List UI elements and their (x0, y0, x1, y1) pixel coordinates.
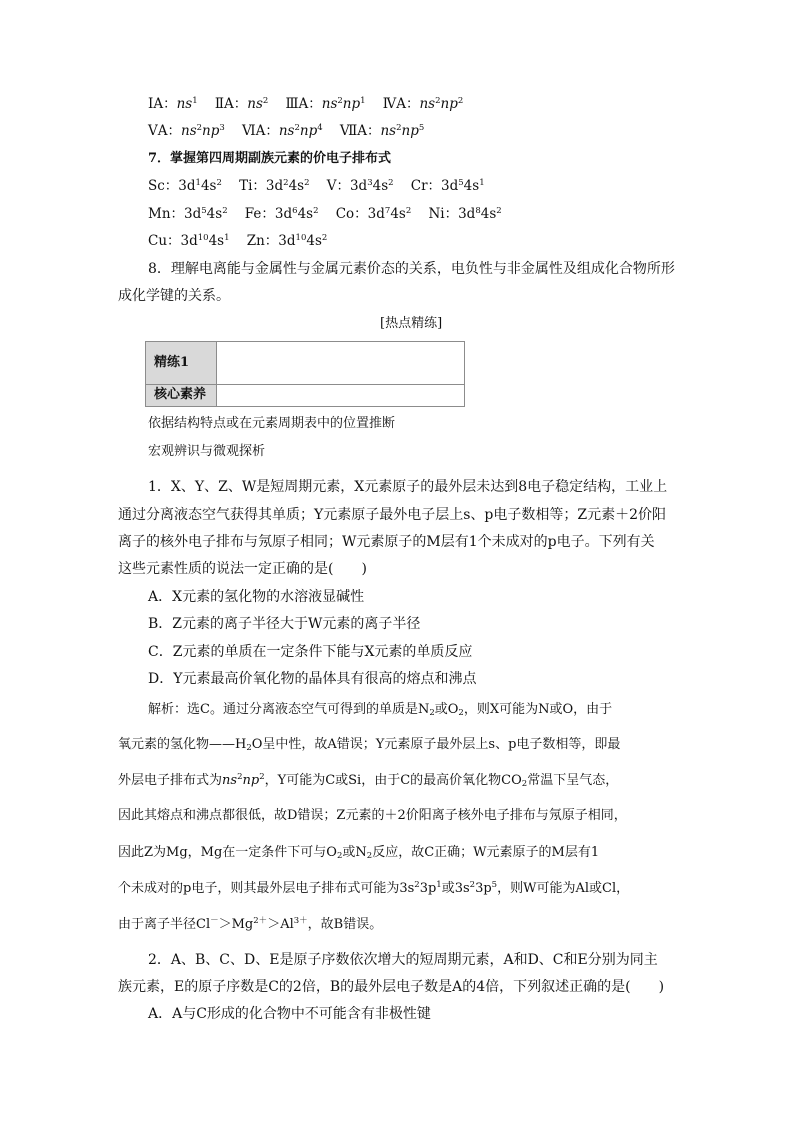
topic-text: 依据结构特点或在元素周期表中的位置推断 (148, 416, 396, 431)
analysis-line-4: 因此其熔点和沸点都很低，故D错误；Z元素的＋2价阳离子核外电子排布与氖原子相同， (118, 808, 627, 823)
main-group-config-line-2: ⅤA：$ns^2np^3$ ⅥA：$ns^2np^4$ ⅦA：$ns^2np^5$ (148, 123, 425, 139)
transition-config-line-3: Cu：$3d^{10}4s^1$ Zn：$3d^{10}4s^2$ (148, 233, 328, 249)
item8-text-line-1: 8．理解电离能与金属性与金属元素价态的关系，电负性与非金属性及组成化合物所形 (148, 261, 675, 277)
q1-stem-line-2: 通过分离液态空气获得其单质；Y元素原子最外电子层上s、p电子数相等；Z元素＋2价阳 (118, 507, 667, 523)
transition-config-line-1: Sc：$3d^14s^2$ Ti：$3d^24s^2$ V：$3d^34s^2$ Cr：$3d^54s^1$ (148, 178, 485, 194)
practice-label: 精练1 (154, 355, 190, 370)
analysis-line-6: 个未成对的p电子，则其最外层电子排布式可能为$3s^23p^1$或$3s^23p^5$，则W可能为Al或Cl， (118, 880, 630, 896)
q1-option-b: B．Z元素的离子半径大于W元素的离子半径 (148, 616, 421, 632)
box-column-divider (216, 342, 217, 406)
item7-heading: 7．掌握第四周期副族元素的价电子排布式 (148, 151, 392, 166)
q1-option-a: A．X元素的氢化物的水溶液显碱性 (148, 589, 365, 605)
analysis-line-5: 因此Z为Mg，Mg在一定条件下可与$O_2$或$N_2$反应，故C正确；W元素原子的M层有1 (118, 845, 600, 861)
analysis-line-1: 解析：选C。通过分离液态空气可得到的单质是$N_2$或$O_2$，则X可能为N或O，由于 (148, 702, 613, 718)
analysis-line-2: 氧元素的氢化物$——H_2O$呈中性，故A错误；Y元素原子最外层上s、p电子数相等，即最 (118, 737, 621, 753)
q2-option-a: A．A与C形成的化合物中不可能含有非极性键 (148, 1006, 431, 1022)
analysis-line-3: 外层电子排布式为$ns^2np^2$，Y可能为C或Si，由于C的最高价氧化物$CO_2$常温下呈气态， (118, 772, 619, 789)
q1-stem-line-3: 离子的核外电子排布与氖原子相同；W元素原子的M层有1个未成对的p电子。下列有关 (118, 534, 655, 550)
q1-option-c: C．Z元素的单质在一定条件下能与X元素的单质反应 (148, 644, 473, 660)
main-group-config-line-1: ⅠA：$ns^1$ ⅡA：$ns^2$ ⅢA：$ns^2np^1$ ⅣA：$ns^2np^2$ (148, 96, 464, 112)
core-literacy-label: 核心素养 (154, 387, 207, 402)
item8-text-line-2: 成化学键的关系。 (118, 288, 230, 304)
literacy-text: 宏观辨识与微观探析 (148, 444, 266, 459)
practice-label-box (145, 341, 465, 407)
q1-option-d: D．Y元素最高价氧化物的晶体具有很高的熔点和沸点 (148, 671, 477, 687)
q2-stem-line-1: 2．A、B、C、D、E是原子序数依次增大的短周期元素，A和D、C和E分别为同主 (148, 952, 658, 968)
q2-stem-line-2: 族元素，E的原子序数是C的2倍，B的最外层电子数是A的4倍，下列叙述正确的是( ) (118, 979, 665, 995)
q1-stem-line-4: 这些元素性质的说法一定正确的是( ) (118, 561, 367, 577)
section-title: [热点精练] (380, 316, 443, 331)
q1-stem-line-1: 1．X、Y、Z、W是短周期元素，X元素原子的最外层未达到8电子稳定结构，工业上 (148, 479, 668, 495)
transition-config-line-2: Mn：$3d^54s^2$ Fe：$3d^64s^2$ Co：$3d^74s^2$ Ni：$3d^84s^2$ (148, 206, 502, 222)
analysis-line-7: 由于离子半径$Cl^->Mg^{2+}>Al^{3+}$，故B错误。 (118, 916, 383, 932)
